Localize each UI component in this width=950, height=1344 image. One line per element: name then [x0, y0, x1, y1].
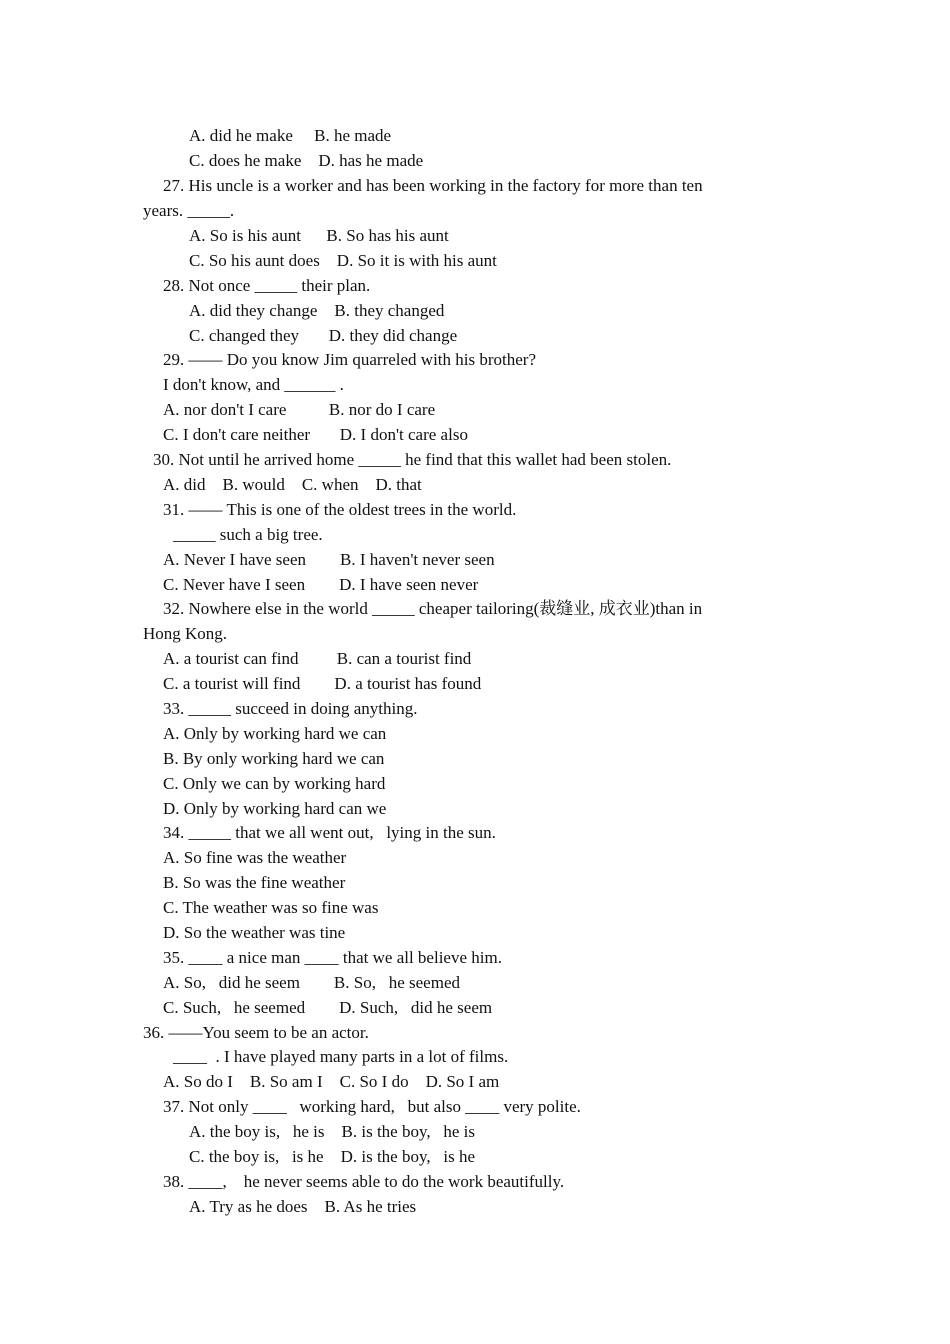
q28-stem: 28. Not once _____ their plan. — [163, 276, 371, 295]
q32-stem: 32. Nowhere else in the world _____ cheaper tailoring(裁缝业, 成衣业)than in — [163, 599, 703, 618]
q37-options-cd: C. the boy is, is he D. is the boy, is he — [189, 1147, 475, 1166]
q34-option-d: D. So the weather was tine — [163, 923, 346, 942]
q29-stem: 29. —— Do you know Jim quarreled with his brother? — [163, 350, 536, 369]
q30-options: A. did B. would C. when D. that — [163, 475, 422, 494]
q33-option-a: A. Only by working hard we can — [163, 724, 387, 743]
q27-stem: 27. His uncle is a worker and has been working in the factory for more than ten — [163, 176, 703, 195]
q34-stem: 34. _____ that we all went out, lying in the sun. — [163, 823, 496, 842]
q38-stem: 38. ____, he never seems able to do the work beautifully. — [163, 1172, 565, 1191]
q27-options-ab: A. So is his aunt B. So has his aunt — [189, 226, 449, 245]
q34-option-a: A. So fine was the weather — [163, 848, 347, 867]
q33-stem: 33. _____ succeed in doing anything. — [163, 699, 418, 718]
q33-option-b: B. By only working hard we can — [163, 749, 385, 768]
q33-option-c: C. Only we can by working hard — [163, 774, 386, 793]
q29-options-cd: C. I don't care neither D. I don't care also — [163, 425, 468, 444]
q37-options-ab: A. the boy is, he is B. is the boy, he is — [189, 1122, 475, 1141]
q38-options-ab: A. Try as he does B. As he tries — [189, 1197, 417, 1216]
q32-options-ab: A. a tourist can find B. can a tourist find — [163, 649, 472, 668]
q27-stem-continued: years. _____. — [143, 201, 235, 220]
q35-options-ab: A. So, did he seem B. So, he seemed — [163, 973, 460, 992]
q32-options-cd: C. a tourist will find D. a tourist has found — [163, 674, 482, 693]
q34-option-c: C. The weather was so fine was — [163, 898, 379, 917]
q29-options-ab: A. nor don't I care B. nor do I care — [163, 400, 436, 419]
q27-options-cd: C. So his aunt does D. So it is with his aunt — [189, 251, 497, 270]
q36-options: A. So do I B. So am I C. So I do D. So I am — [163, 1072, 500, 1091]
q35-stem: 35. ____ a nice man ____ that we all believe him. — [163, 948, 502, 967]
q34-option-b: B. So was the fine weather — [163, 873, 346, 892]
q31-response: _____ such a big tree. — [173, 525, 323, 544]
q36-stem: 36. ——You seem to be an actor. — [143, 1023, 369, 1042]
q33-option-d: D. Only by working hard can we — [163, 799, 387, 818]
q36-response: ____ . I have played many parts in a lot of films. — [173, 1047, 509, 1066]
q26-options-ab: A. did he make B. he made — [189, 126, 392, 145]
q35-options-cd: C. Such, he seemed D. Such, did he seem — [163, 998, 493, 1017]
q31-options-cd: C. Never have I seen D. I have seen never — [163, 575, 479, 594]
q30-stem: 30. Not until he arrived home _____ he find that this wallet had been stolen. — [153, 450, 672, 469]
q37-stem: 37. Not only ____ working hard, but also ____ very polite. — [163, 1097, 581, 1116]
q26-options-cd: C. does he make D. has he made — [189, 151, 424, 170]
q31-stem: 31. —— This is one of the oldest trees in the world. — [163, 500, 517, 519]
q32-stem-continued: Hong Kong. — [143, 624, 228, 643]
q28-options-cd: C. changed they D. they did change — [189, 326, 458, 345]
q28-options-ab: A. did they change B. they changed — [189, 301, 445, 320]
q31-options-ab: A. Never I have seen B. I haven't never seen — [163, 550, 495, 569]
q29-response: I don't know, and ______ . — [163, 375, 344, 394]
